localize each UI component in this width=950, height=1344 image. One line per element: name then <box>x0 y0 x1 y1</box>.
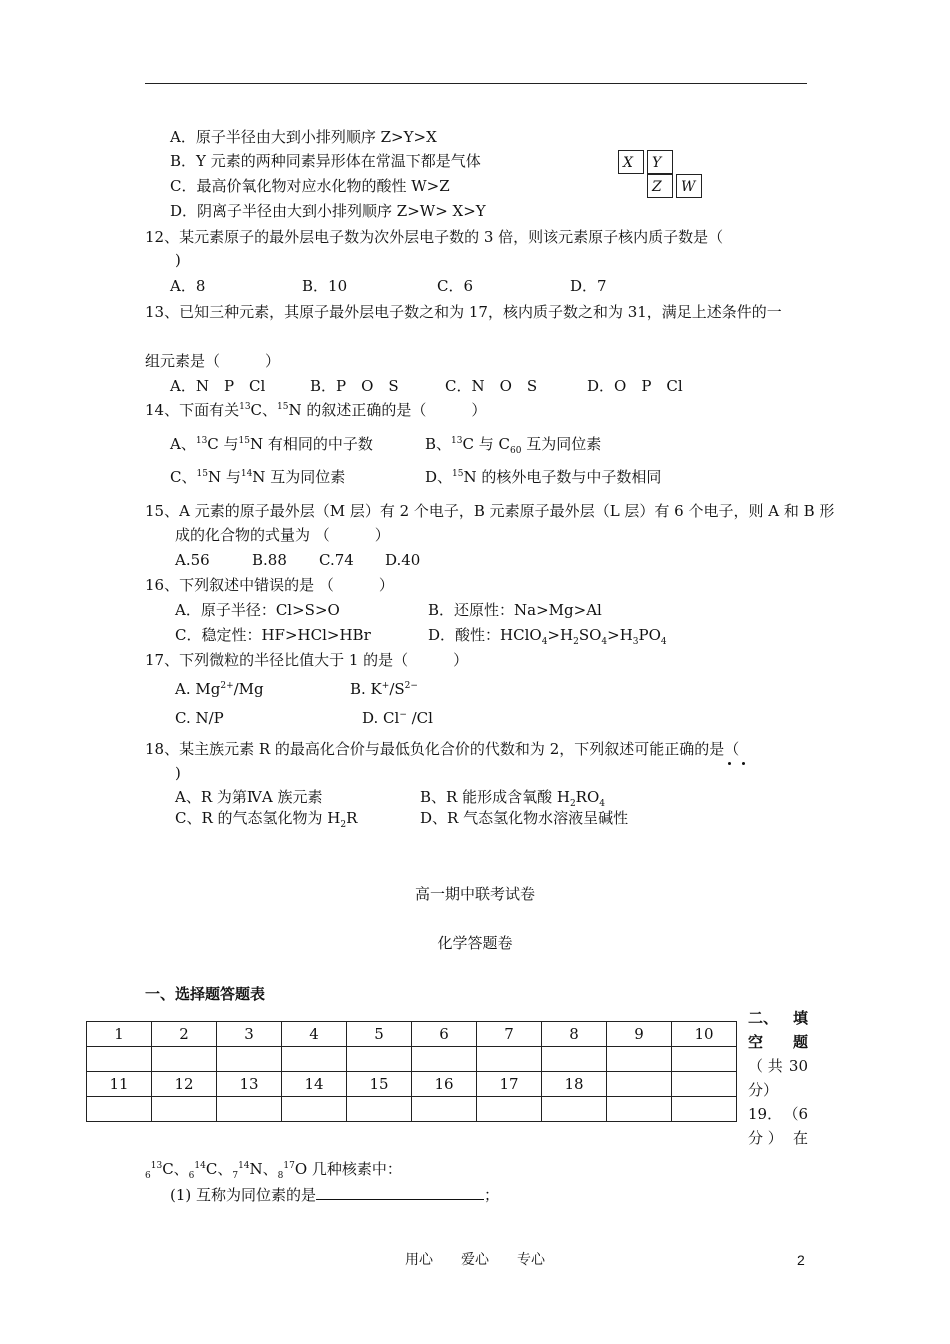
answer-cell[interactable] <box>607 1047 672 1072</box>
answer-cell[interactable] <box>412 1097 477 1122</box>
q12-option-d: D．7 <box>570 277 607 295</box>
table-row <box>87 1072 737 1097</box>
q11-option-b: B．Y 元素的两种同素异形体在常温下都是气体 <box>170 152 481 170</box>
answer-cell[interactable] <box>87 1097 152 1122</box>
answer-cell[interactable] <box>87 1047 152 1072</box>
table-header-cell: 8 <box>542 1022 607 1047</box>
answer-cell[interactable] <box>672 1097 737 1122</box>
q13-option-a: A．N P Cl <box>170 377 266 395</box>
header-rule <box>145 83 807 84</box>
table-header-cell: 14 <box>282 1072 347 1097</box>
q12-option-b: B．10 <box>302 277 348 295</box>
grid-cell-x: X <box>618 150 644 174</box>
table-header-cell <box>607 1072 672 1097</box>
q11-option-c: C．最高价氧化物对应水化物的酸性 W>Z <box>170 177 450 195</box>
table-header-cell: 7 <box>477 1022 542 1047</box>
table-header-cell: 1 <box>87 1022 152 1047</box>
q13-option-b: B．P O S <box>310 377 399 395</box>
table-header-cell: 11 <box>87 1072 152 1097</box>
q13-option-c: C．N O S <box>445 377 538 395</box>
grid-cell-z: Z <box>647 174 673 198</box>
q18-option-b: B、R 能形成含氧酸 $H_2RO_4$ <box>420 788 605 809</box>
q18-stem-end: ) <box>175 764 181 782</box>
table-header-cell: 16 <box>412 1072 477 1097</box>
answer-cell[interactable] <box>607 1097 672 1122</box>
q15-option-c: C.74 <box>319 551 354 569</box>
q16-option-c: C．稳定性：HF>HCl>HBr <box>175 626 371 644</box>
q17-stem: 17、下列微粒的半径比值大于 1 的是（ ） <box>145 651 469 669</box>
answer-cell[interactable] <box>152 1097 217 1122</box>
table-header-cell: 5 <box>347 1022 412 1047</box>
answer-cell[interactable] <box>347 1097 412 1122</box>
exam-title: 高一期中联考试卷 <box>414 885 535 903</box>
q13-stem: 13、已知三种元素，其原子最外层电子数之和为 17，核内质子数之和为 31，满足上述条件的一 <box>145 303 782 321</box>
q12-stem-end: ) <box>175 251 181 269</box>
footer-motto: 用心 爱心 专心 <box>405 1252 545 1268</box>
table-header-cell <box>672 1072 737 1097</box>
q16-option-b: B．还原性：Na>Mg>Al <box>428 601 602 619</box>
grid-cell-w: W <box>676 174 702 198</box>
emphasis-dot <box>742 762 745 765</box>
q19-nuclides: $_6^{13}$C、$_6^{14}$C、$_7^{14}$N、$_8^{17}$O 几种核素中： <box>145 1160 402 1181</box>
q18-option-d: D、R 气态氢化物水溶液呈碱性 <box>420 809 629 827</box>
table-header-cell: 17 <box>477 1072 542 1097</box>
table-header-cell: 15 <box>347 1072 412 1097</box>
q15-line-2: 成的化合物的式量为 （ ） <box>175 526 390 544</box>
section-1-heading: 一、选择题答题表 <box>145 985 266 1003</box>
q14-option-c: C、$^{15}$N 与$^{14}$N 互为同位素 <box>170 468 346 486</box>
q13-stem-2: 组元素是（ ） <box>145 352 281 370</box>
table-header-cell: 13 <box>217 1072 282 1097</box>
table-header-cell: 9 <box>607 1022 672 1047</box>
table-header-cell: 12 <box>152 1072 217 1097</box>
answer-cell[interactable] <box>282 1047 347 1072</box>
table-row <box>87 1047 737 1072</box>
answer-cell[interactable] <box>347 1047 412 1072</box>
q15-line-1: 15、A 元素的原子最外层（M 层）有 2 个电子，B 元素原子最外层（L 层）有 6 个电子，则 A 和 B 形 <box>145 502 835 520</box>
answer-cell[interactable] <box>412 1047 477 1072</box>
answer-table <box>86 1021 737 1122</box>
q12-option-c: C．6 <box>437 277 474 295</box>
answer-cell[interactable] <box>282 1097 347 1122</box>
table-row <box>87 1097 737 1122</box>
table-header-cell: 4 <box>282 1022 347 1047</box>
answer-sheet-title: 化学答题卷 <box>437 934 513 952</box>
q13-option-d: D．O P Cl <box>587 377 683 395</box>
answer-cell[interactable] <box>217 1047 282 1072</box>
q17-option-b: B. $K^+/S^{2-}$ <box>350 680 418 698</box>
section-2-heading: 二、 填 空 题 （ 共 30 分） 19． （6 分 ） 在 <box>748 1009 808 1147</box>
table-header-cell: 18 <box>542 1072 607 1097</box>
q14-option-d: D、$^{15}$N 的核外电子数与中子数相同 <box>425 468 662 486</box>
q12-stem: 12、某元素原子的最外层电子数为次外层电子数的 3 倍，则该元素原子核内质子数是（ <box>145 228 724 246</box>
q17-option-a: A. $Mg^{2+}/Mg$ <box>175 680 264 698</box>
page-number: 2 <box>797 1252 805 1268</box>
answer-cell[interactable] <box>477 1097 542 1122</box>
table-header-cell: 6 <box>412 1022 477 1047</box>
q15-option-d: D.40 <box>385 551 421 569</box>
table-header-cell: 2 <box>152 1022 217 1047</box>
q15-option-a: A.56 <box>175 551 210 569</box>
table-row <box>87 1022 737 1047</box>
q14-stem: 14、下面有关$^{13}$C、$^{15}$N 的叙述正确的是（ ） <box>145 401 487 419</box>
answer-cell[interactable] <box>542 1047 607 1072</box>
answer-cell[interactable] <box>152 1047 217 1072</box>
q18-option-a: A、R 为第ⅣA 族元素 <box>175 788 323 806</box>
q12-option-a: A．8 <box>170 277 206 295</box>
answer-blank[interactable] <box>316 1183 484 1200</box>
q16-option-d: D．酸性：$HClO_4>H_2SO_4>H_3PO_4$ <box>428 626 667 647</box>
grid-cell-y: Y <box>647 150 673 174</box>
q16-option-a: A．原子半径：Cl>S>O <box>175 601 340 619</box>
q19-part-1: (1) 互称为同位素的是 ； <box>170 1183 499 1206</box>
emphasis-dot <box>728 762 731 765</box>
answer-cell[interactable] <box>477 1047 542 1072</box>
answer-cell[interactable] <box>542 1097 607 1122</box>
q14-option-a: A、$^{13}$C 与$^{15}$N 有相同的中子数 <box>170 435 373 453</box>
q16-stem: 16、下列叙述中错误的是 （ ） <box>145 576 394 594</box>
answer-cell[interactable] <box>672 1047 737 1072</box>
q15-option-b: B.88 <box>252 551 287 569</box>
q11-option-a: A．原子半径由大到小排列顺序 Z>Y>X <box>170 128 437 146</box>
q11-option-d: D．阴离子半径由大到小排列顺序 Z>W> X>Y <box>170 202 486 220</box>
q17-option-d: D. Cl− /Cl <box>362 709 433 727</box>
answer-cell[interactable] <box>217 1097 282 1122</box>
q18-stem: 18、某主族元素 R 的最高化合价与最低负化合价的代数和为 2，下列叙述可能正确的是（ <box>145 740 740 758</box>
table-header-cell: 10 <box>672 1022 737 1047</box>
table-header-cell: 3 <box>217 1022 282 1047</box>
q18-option-c: C、R 的气态氢化物为 $H_2R$ <box>175 809 358 830</box>
q17-option-c: C. N/P <box>175 709 224 727</box>
q14-option-b: B、$^{13}$C 与 $C_{60}$ 互为同位素 <box>425 435 602 456</box>
